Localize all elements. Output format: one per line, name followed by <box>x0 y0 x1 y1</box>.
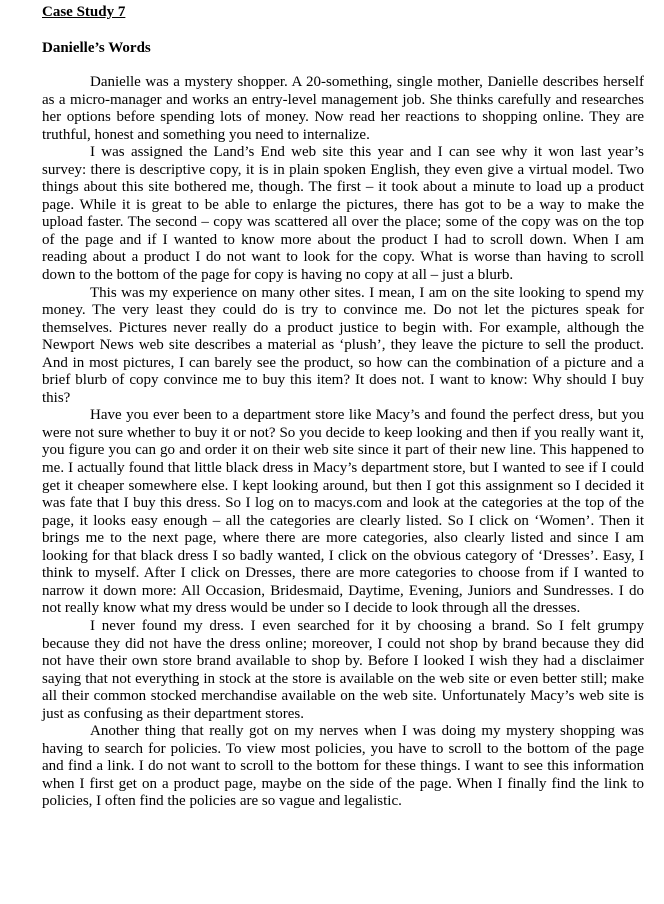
paragraph-policies: Another thing that really got on my nerves when I was doing my mystery shopping was having to search for policies. To view most policies, you have to scroll to the bottom of the page and find a link. I do not want to scroll to the bottom for these things. I want to see this information when I first get on a product page, maybe on the side of the page. When I finally find the link to policies, I often find the policies are so vague and legalistic. <box>42 723 644 810</box>
paragraph-macys: Have you ever been to a department store like Macy’s and found the perfect dress, but you were not sure whether to buy it or not? So you decide to keep looking and then if you really want it, you figure you can go and order it on their web site since it part of their new line. This happened to me. I actually found that little black dress in Macy’s department store, but I wanted to see if I could get it cheaper somewhere else. I kept looking around, but then I got this assignment so I decided it was fate that I buy this dress. So I log on to macys.com and look at the categories at the top of the page, it looks easy enough – all the categories are clearly listed. So I click on ‘Women’. Then it brings me to the next page, where there are more categories, also clearly listed and since I am looking for that black dress I so badly wanted, I click on the obvious category of ‘Dresses’. Easy, I think to myself. After I click on Dresses, there are more categories to choose from if I wanted to narrow it down more: All Occasion, Bridesmaid, Daytime, Evening, Juniors and Sundresses. I do not really know what my dress would be under so I decide to look through all the dresses. <box>42 407 644 617</box>
body-text <box>42 74 644 811</box>
paragraph-lands-end: I was assigned the Land’s End web site this year and I can see why it won last year’s survey: there is descriptive copy, it is in plain spoken English, they even give a virtual model. Two things about this site bothered me, though. The first – it took about a minute to load up a product page. While it is great to be able to enlarge the pictures, there has got to be a way to make the upload faster. The second – copy was scattered all over the place; some of the copy was on the top of the page and if I wanted to know more about the product I had to scroll down. When I am reading about a product I do not want to look for the copy. What is worse than having to scroll down to the bottom of the page for copy is having no copy at all – just a blurb. <box>42 144 644 284</box>
document-page <box>42 0 644 811</box>
section-title: Danielle’s Words <box>42 40 151 56</box>
paragraph-other-sites: This was my experience on many other sites. I mean, I am on the site looking to spend my money. The very least they could do is try to convince me. Do not let the pictures speak for themselves. Pictures never really do a product justice to begin with. For example, although the Newport News web site describes a material as ‘plush’, they leave the picture to sell the product. And in most pictures, I can barely see the product, so how can the combination of a picture and a brief blurb of copy convince me to buy this item? It does not. I want to know: Why should I buy this? <box>42 284 644 406</box>
case-study-label: Case Study 7 <box>42 4 126 20</box>
paragraph-intro: Danielle was a mystery shopper. A 20-something, single mother, Danielle describes herself as a micro-manager and works an entry-level management job. She thinks carefully and researches her options before spending lots of money. Now read her reactions to shopping online. They are truthful, honest and something you need to internalize. <box>42 74 644 143</box>
paragraph-never-found: I never found my dress. I even searched for it by choosing a brand. So I felt grumpy because they did not have the dress online; moreover, I could not shop by brand because they did not have their own store brand available to shop by. Before I looked I wish they had a disclaimer saying that not everything in stock at the store is available on the web site or even better still; make all their common stocked merchandise available on the web site. Unfortunately Macy’s web site is just as confusing as their department stores. <box>42 617 644 722</box>
